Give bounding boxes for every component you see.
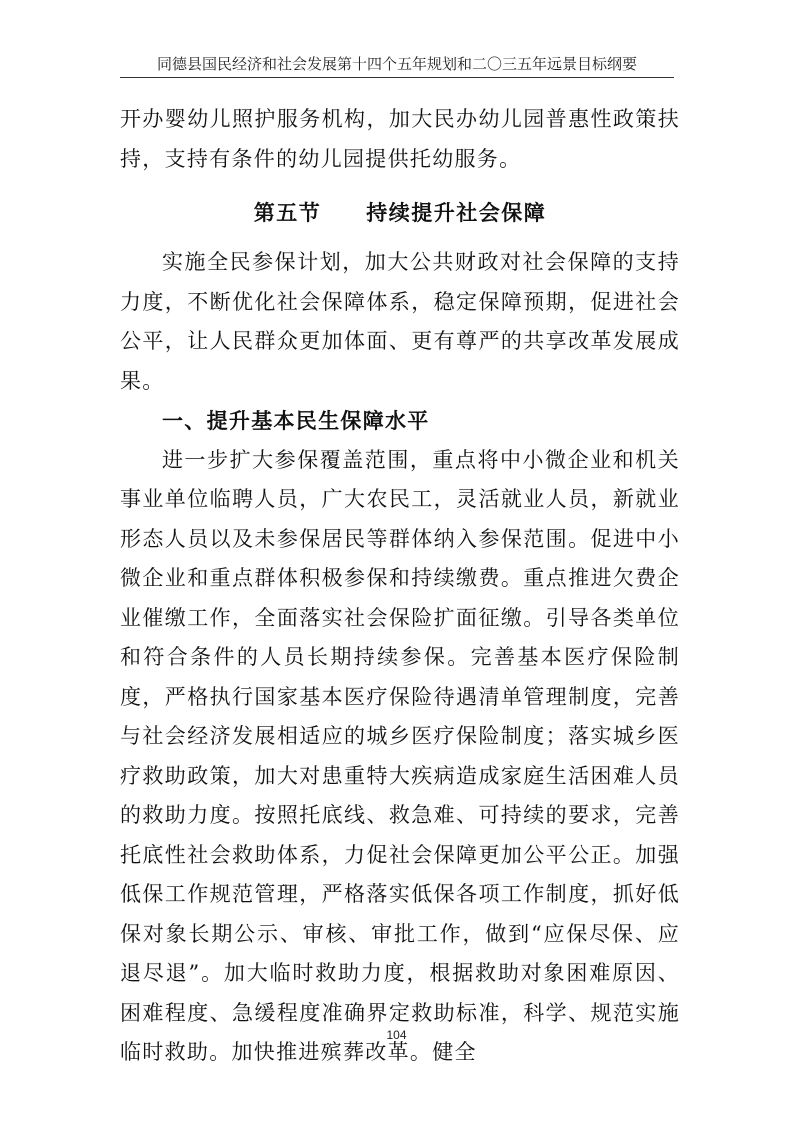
subheading: 一、提升基本民生保障水平 bbox=[162, 408, 430, 433]
intro-paragraph: 实施全民参保计划，加大公共财政对社会保障的支持力度，不断优化社会保障体系，稳定保障预期，促进社会公平，让人民群众更加体面、更有尊严的共享改革发展成果。 bbox=[120, 250, 680, 393]
section-title: 第五节 持续提升社会保障 bbox=[253, 200, 547, 225]
continuation-paragraph: 开办婴幼儿照护服务机构，加大民办幼儿园普惠性政策扶持，支持有条件的幼儿园提供托幼服务。 bbox=[120, 107, 680, 171]
header-divider bbox=[120, 77, 674, 78]
page-number: 104 bbox=[386, 1028, 407, 1042]
document-body bbox=[120, 100, 680, 1073]
main-paragraph: 进一步扩大参保覆盖范围，重点将中小微企业和机关事业单位临聘人员，广大农民工，灵活就业人员，新就业形态人员以及未参保居民等群体纳入参保范围。促进中小微企业和重点群体积极参保和持续缴费。重点推进欠费企业催缴工作，全面落实社会保险扩面征缴。引导各类单位和符合条件的人员长期持续参保。完善基本医疗保险制度，严格执行国家基本医疗保险待遇清单管理制度，完善与社会经济发展相适应的城乡医疗保险制度；落实城乡医疗救助政策，加大对患重特大疾病造成家庭生活困难人员的救助力度。按照托底线、救急难、可持续的要求，完善托底性社会救助体系，力促社会保障更加公平公正。加强低保工作规范管理，严格落实低保各项工作制度，抓好低保对象长期公示、审核、审批工作，做到“应保尽保、应退尽退”。加大临时救助力度，根据救助对象困难原因、困难程度、急缓程度准确界定救助标准，科学、规范实施临时救助。加快推进殡葬改革。健全 bbox=[120, 447, 680, 1064]
running-header-title: 同德县国民经济和社会发展第十四个五年规划和二〇三五年远景目标纲要 bbox=[156, 55, 637, 73]
